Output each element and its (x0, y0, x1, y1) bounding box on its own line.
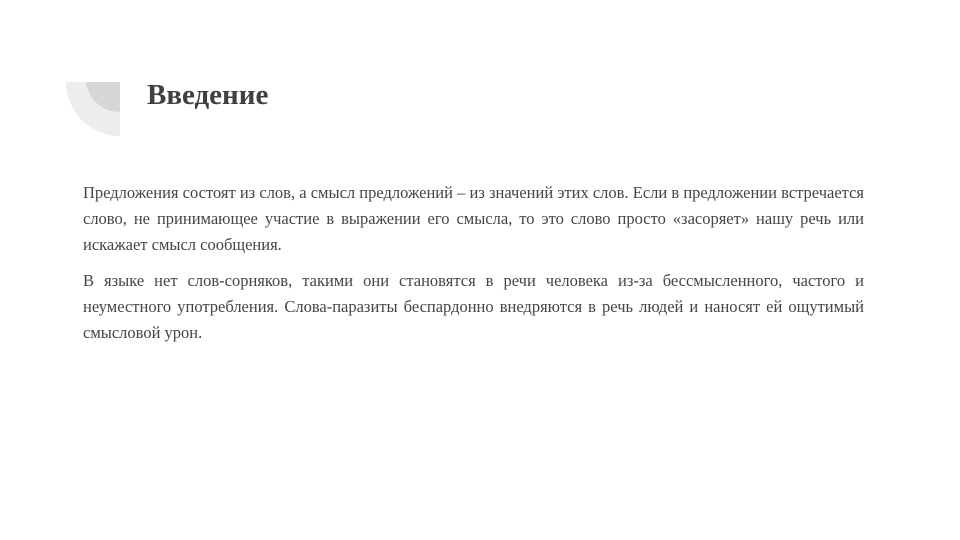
paragraph: Предложения состоят из слов, а смысл предложений – из значений этих слов. Если в предложении встречается слово, не принимающее участие в выражении его смысла, то это слово просто «засоряет» нашу речь или искажает смысл сообщения. (83, 183, 864, 254)
slide-title: Введение (147, 79, 269, 111)
quarter-circle-decoration (66, 82, 120, 136)
paragraph: В языке нет слов-сорняков, такими они становятся в речи человека из-за бессмысленного, частого и неуместного употребления. Слова-паразиты беспардонно внедряются в речь людей и наносят ей ощутимый смысловой урон. (83, 271, 864, 342)
body-text (83, 180, 864, 356)
